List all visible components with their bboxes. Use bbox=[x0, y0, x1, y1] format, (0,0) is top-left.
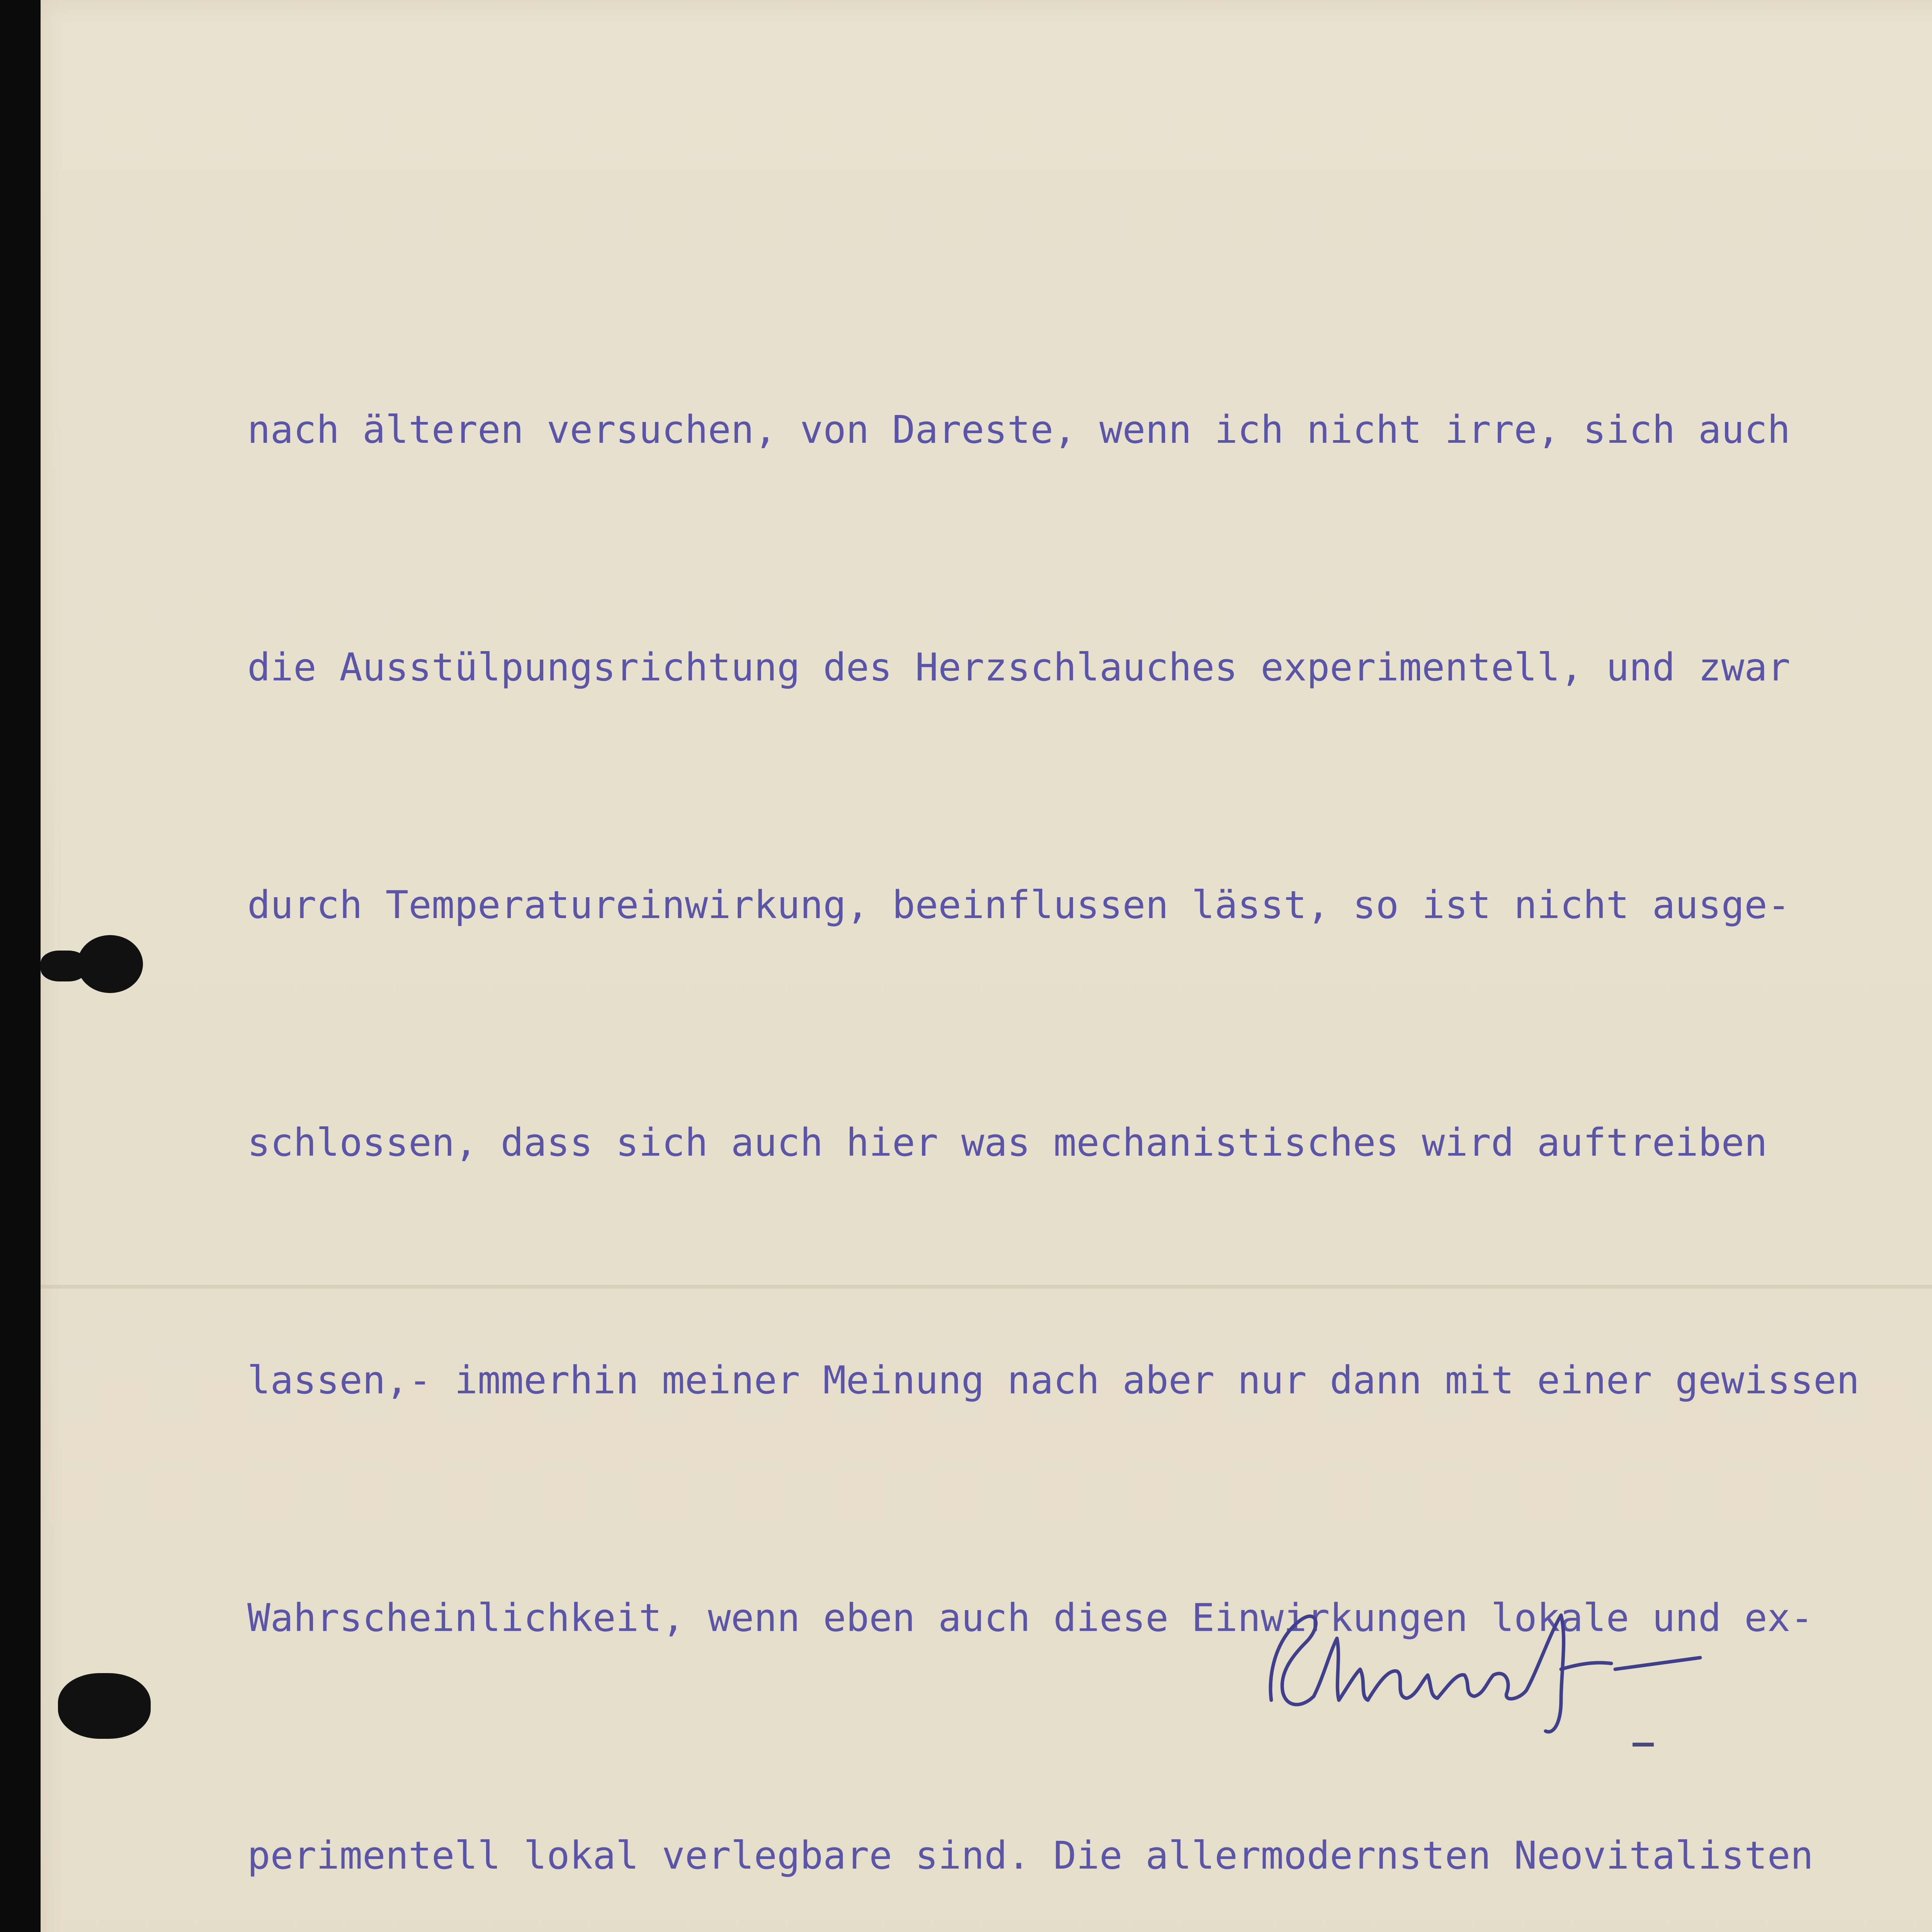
letter-line: Wahrscheinlichkeit, wenn eben auch diese Einwirkungen lokale und ex- bbox=[247, 1596, 1814, 1640]
letter-line: nach älteren versuchen, von Dareste, wenn ich nicht irre, sich auch bbox=[247, 408, 1791, 452]
letter-line: lassen,- immerhin meiner Meinung nach aber nur dann mit einer gewissen bbox=[247, 1358, 1860, 1403]
ink-mark bbox=[1633, 1743, 1654, 1747]
letter-line: perimentell lokal verlegbare sind. Die allermodernsten Neovitalisten bbox=[247, 1833, 1814, 1878]
letter-line: durch Temperatureinwirkung, beeinflussen lässt, so ist nicht ausge- bbox=[247, 883, 1791, 927]
letter-line: schlossen, dass sich auch hier was mechanistisches wird auftreiben bbox=[247, 1121, 1767, 1165]
letter-line: die Ausstülpungsrichtung des Herzschlauches experimentell, und zwar bbox=[247, 645, 1791, 690]
handwritten-signature bbox=[1256, 1592, 1739, 1747]
punch-hole-lower bbox=[58, 1673, 151, 1739]
punch-hole-upper bbox=[77, 935, 143, 993]
punch-hole-upper-notch bbox=[41, 951, 87, 981]
